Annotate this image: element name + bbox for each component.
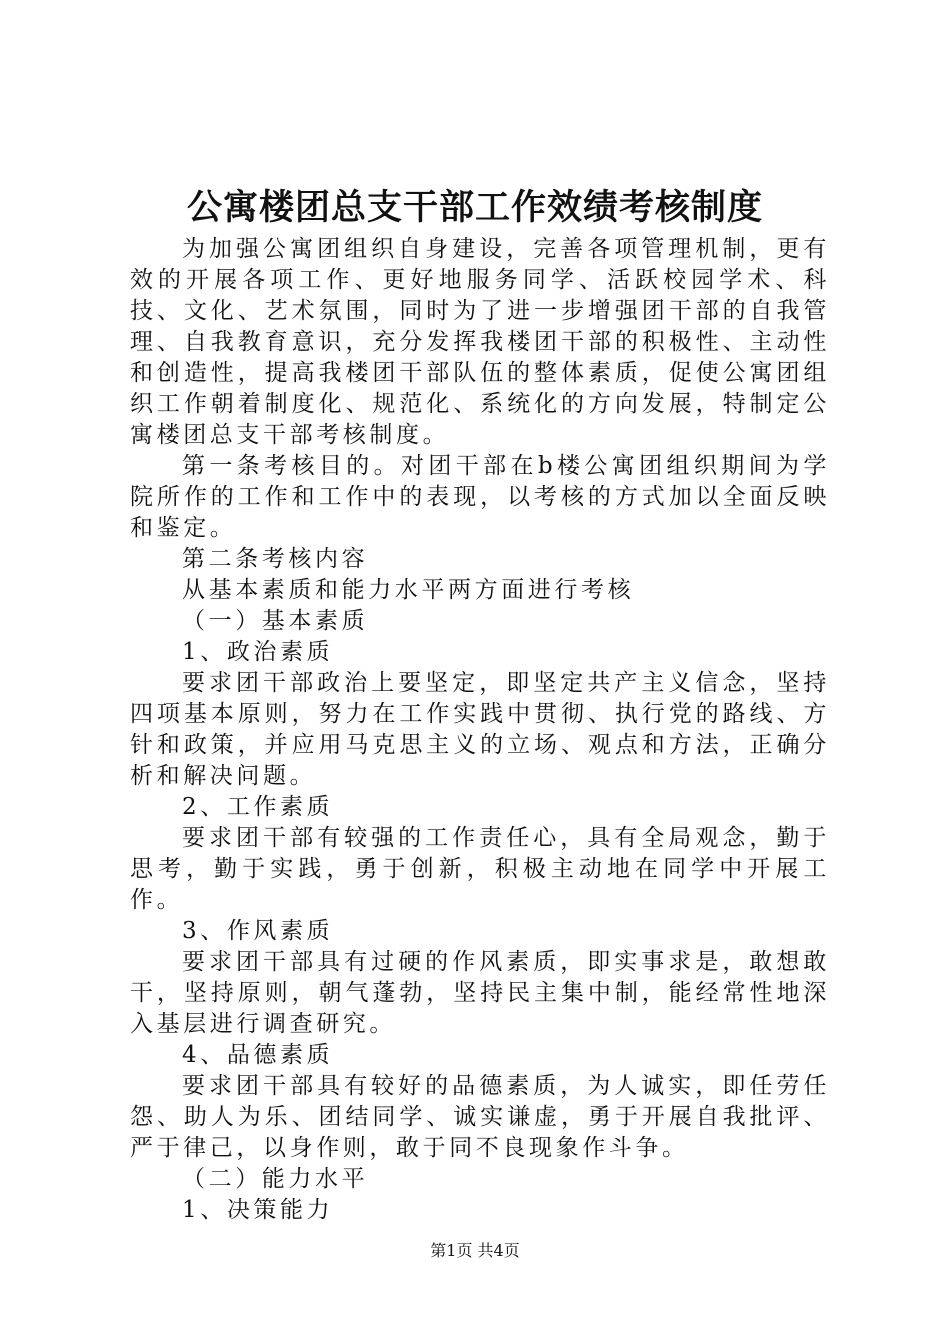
paragraph-article-1: 第一条考核目的。对团干部在b楼公寓团组织期间为学院所作的工作和工作中的表现，以考核的方式加以全面反映和鉴定。 — [130, 453, 830, 541]
paragraph-style-quality: 要求团干部具有过硬的作风素质，即实事求是，敢想敢干，坚持原则，朝气蓬勃，坚持民主集中制，能经常性地深入基层进行调查研究。 — [130, 949, 830, 1037]
paragraph-intro: 为加强公寓团组织自身建设，完善各项管理机制，更有效的开展各项工作、更好地服务同学、活跃校园学术、科技、文化、艺术氛围，同时为了进一步增强团干部的自我管理、自我教育意识，充分发挥我楼团干部的积极性、主动性和创造性，提高我楼团干部队伍的整体素质，促使公寓团组织工作朝着制度化、规范化、系统化的方向发展，特制定公寓楼团总支干部考核制度。 — [130, 236, 830, 448]
paragraph-moral-quality: 要求团干部具有较好的品德素质，为人诚实，即任劳任怨、助人为乐、团结同学、诚实谦虚，勇于开展自我批评、严于律己，以身作则，敢于同不良现象作斗争。 — [130, 1073, 830, 1161]
item-heading-decision-ability: 1、决策能力 — [182, 1197, 334, 1223]
paragraph-work-quality: 要求团干部有较强的工作责任心，具有全局观念，勤于思考，勤于实践，勇于创新，积极主动地在同学中开展工作。 — [130, 825, 830, 913]
paragraph-assessment-scope: 从基本素质和能力水平两方面进行考核 — [182, 577, 635, 603]
document-body — [130, 234, 830, 1226]
document-title: 公寓楼团总支干部工作效绩考核制度 — [186, 187, 763, 228]
item-heading-moral-quality: 4、品德素质 — [182, 1042, 334, 1068]
item-heading-work-quality: 2、工作素质 — [182, 794, 334, 820]
item-heading-style-quality: 3、作风素质 — [182, 918, 334, 944]
paragraph-political-quality: 要求团干部政治上要坚定，即坚定共产主义信念，坚持四项基本原则，努力在工作实践中贯彻、执行党的路线、方针和政策，并应用马克思主义的立场、观点和方法，正确分析和解决问题。 — [130, 670, 830, 789]
paragraph-article-2-heading: 第二条考核内容 — [182, 546, 369, 572]
item-heading-political-quality: 1、政治素质 — [182, 639, 334, 665]
section-heading-ability: （二）能力水平 — [182, 1166, 369, 1192]
section-heading-basic-quality: （一）基本素质 — [182, 608, 369, 634]
page-number-footer: 第1页 共4页 — [430, 1241, 520, 1260]
